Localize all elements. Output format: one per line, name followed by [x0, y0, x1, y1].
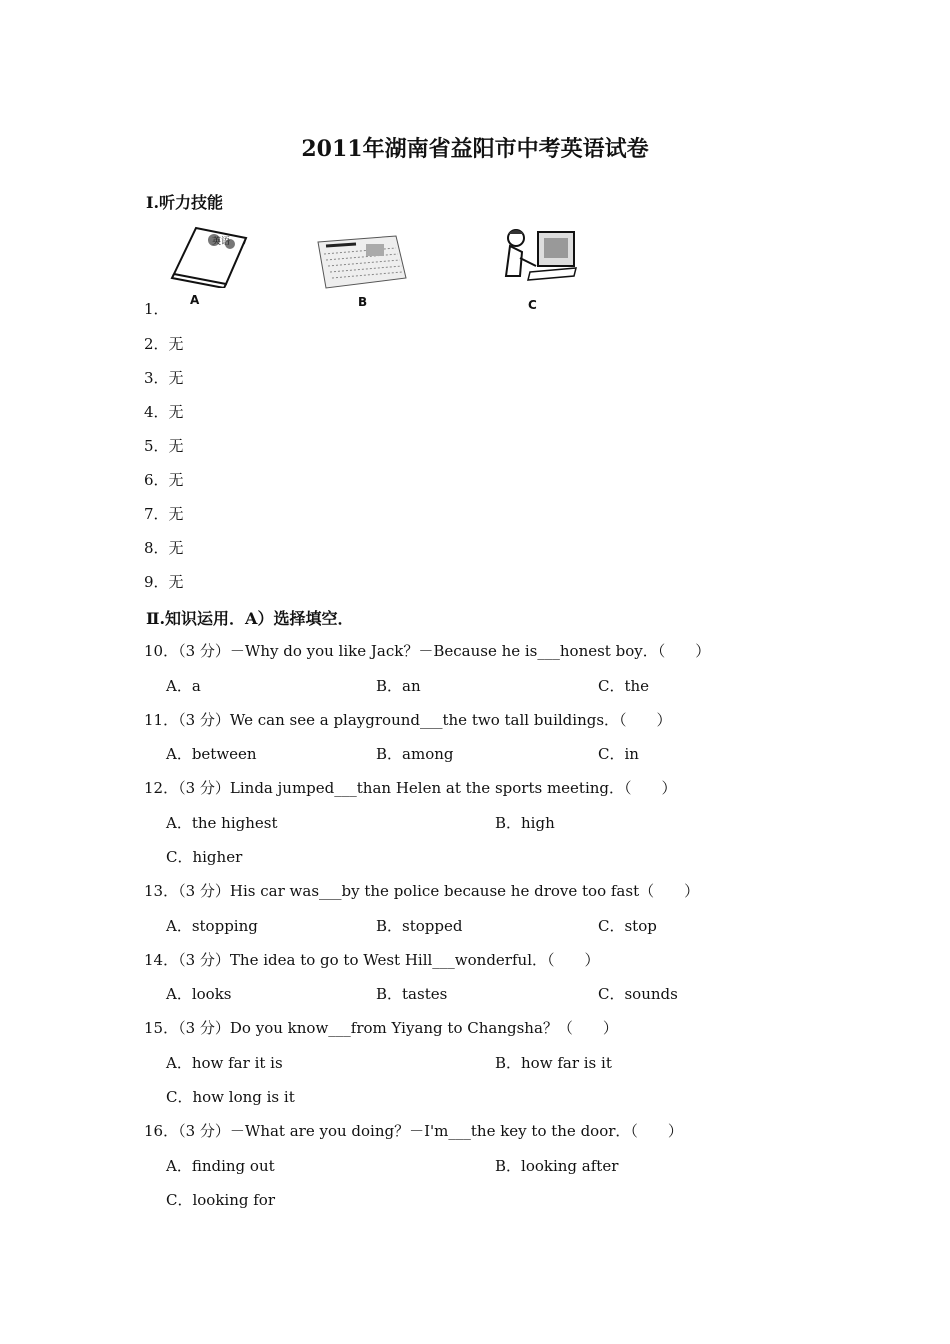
option-label-c: C	[528, 298, 537, 312]
list-item: 9．无	[144, 573, 184, 591]
list-item: 2．无	[144, 335, 184, 353]
question-14: 14．（3 分）The idea to go to West Hill___wonderful．（ ）	[144, 951, 600, 969]
question-16: 16．（3 分）－What are you doing？－I'm___the key to the door．（ ）	[144, 1122, 683, 1140]
option-c[interactable]: C．the	[598, 677, 650, 695]
list-item: 5．无	[144, 437, 184, 455]
option-b[interactable]: B．stopped	[376, 917, 463, 935]
option-label-a: A	[190, 293, 200, 307]
question-10: 10．（3 分）－Why do you like Jack？－Because he is___honest boy．（ ）	[144, 642, 711, 660]
list-item: 4．无	[144, 403, 184, 421]
option-c[interactable]: C．stop	[598, 917, 657, 935]
list-item: 7．无	[144, 505, 184, 523]
option-a[interactable]: A．looks	[166, 985, 232, 1003]
option-b[interactable]: B．looking after	[495, 1157, 619, 1175]
question-11: 11．（3 分）We can see a playground___the two tall buildings．（ ）	[144, 711, 672, 729]
section-heading-knowledge: Ⅱ.知识运用．A）选择填空．	[146, 609, 354, 628]
option-c[interactable]: C．how long is it	[166, 1088, 295, 1106]
newspaper-icon	[316, 234, 408, 290]
book-icon	[166, 220, 250, 288]
option-a[interactable]: A．the highest	[166, 814, 278, 832]
option-a[interactable]: A．between	[166, 745, 257, 763]
option-b[interactable]: B．tastes	[376, 985, 448, 1003]
list-item: 6．无	[144, 471, 184, 489]
option-c[interactable]: C．higher	[166, 848, 243, 866]
option-label-b: B	[358, 295, 368, 309]
option-b[interactable]: B．among	[376, 745, 454, 763]
option-c[interactable]: C．sounds	[598, 985, 678, 1003]
list-item: 8．无	[144, 539, 184, 557]
person-computer-icon	[500, 226, 580, 284]
option-c[interactable]: C．looking for	[166, 1191, 276, 1209]
option-a[interactable]: A．stopping	[166, 917, 258, 935]
option-a[interactable]: A．how far it is	[166, 1054, 283, 1072]
section-heading-listening: Ⅰ.听力技能	[146, 193, 224, 212]
option-b[interactable]: B．high	[495, 814, 555, 832]
option-c[interactable]: C．in	[598, 745, 639, 763]
option-b[interactable]: B．how far is it	[495, 1054, 612, 1072]
option-b[interactable]: B．an	[376, 677, 421, 695]
book-cover-text: 英语	[212, 237, 231, 247]
question-15: 15．（3 分）Do you know___from Yiyang to Changsha？（ ）	[144, 1019, 618, 1037]
list-item: 3．无	[144, 369, 184, 387]
option-a[interactable]: A．finding out	[166, 1157, 275, 1175]
question-1-number: 1．	[144, 300, 169, 318]
question-12: 12．（3 分）Linda jumped___than Helen at the sports meeting．（ ）	[144, 779, 677, 797]
question-13: 13．（3 分）His car was___by the police because he drove too fast（ ）	[144, 882, 700, 900]
option-a[interactable]: A．a	[166, 677, 201, 695]
page-title: 2011年湖南省益阳市中考英语试卷	[301, 136, 649, 162]
